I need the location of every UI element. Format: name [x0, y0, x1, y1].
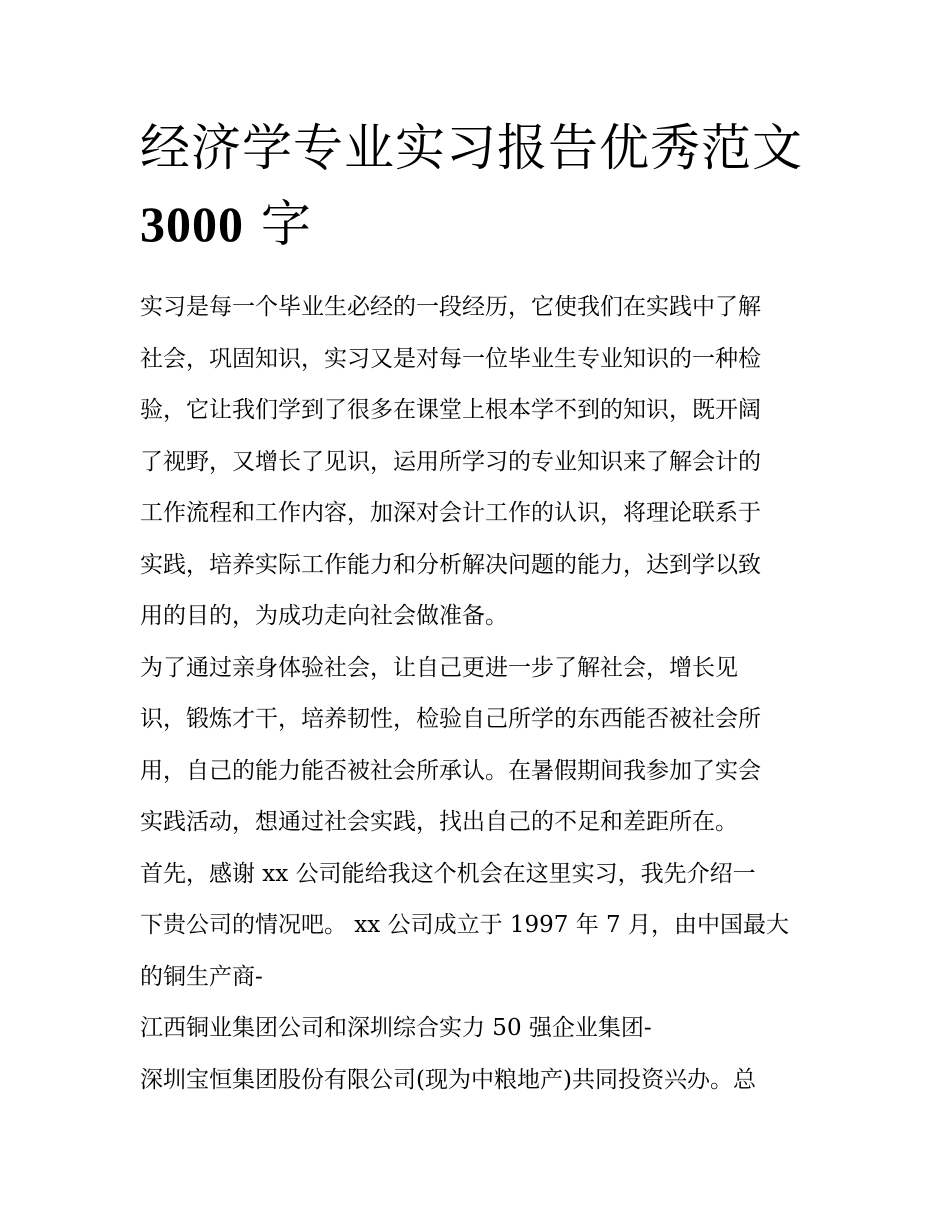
paragraph-4 — [140, 1003, 820, 1055]
paragraph-line: 验，它让我们学到了很多在课堂上根本学不到的知识，既开阔 — [140, 397, 761, 423]
title-suffix: 字 — [244, 195, 312, 253]
paragraph-line: 社会，巩固知识，实习又是对每一位毕业生专业知识的一种检 — [140, 345, 761, 372]
title-line-2 — [140, 186, 820, 262]
paragraph-line: 实践活动，想通过社会实践，找出自己的不足和差距所在。 — [140, 809, 738, 835]
paragraph-line: 下贵公司的情况吧。 xx 公司成立于 1997 年 7 月，由中国最大 — [140, 912, 789, 938]
paragraph-line: 首先，感谢 xx 公司能给我这个机会在这里实习，我先介绍一 — [140, 860, 756, 887]
paragraph-line: 深圳宝恒集团股份有限公司(现为中粮地产)共同投资兴办。总 — [140, 1066, 756, 1093]
paragraph-3 — [140, 849, 820, 1004]
paragraph-line: 工作流程和工作内容，加深对会计工作的认识，将理论联系于 — [140, 500, 761, 526]
document-page — [140, 110, 820, 1106]
paragraph-line: 实践，培养实际工作能力和分析解决问题的能力，达到学以致 — [140, 551, 761, 578]
paragraph-line: 用的目的，为成功走向社会做准备。 — [140, 603, 508, 629]
paragraph-line: 了视野，又增长了见识，运用所学习的专业知识来了解会计的 — [140, 448, 761, 475]
paragraph-line: 江西铜业集团公司和深圳综合实力 50 强企业集团- — [140, 1015, 652, 1041]
document-body — [140, 282, 820, 1106]
paragraph-line: 用，自己的能力能否被社会所承认。在暑假期间我参加了实会 — [140, 757, 761, 784]
paragraph-2 — [140, 643, 820, 849]
paragraph-line: 实习是每一个毕业生必经的一段经历，它使我们在实践中了解 — [140, 294, 761, 320]
paragraph-5 — [140, 1055, 820, 1107]
title-line-1: 经济学专业实习报告优秀范文 — [140, 119, 803, 177]
paragraph-line: 识，锻炼才干，培养韧性，检验自己所学的东西能否被社会所 — [140, 706, 761, 732]
paragraph-line: 的铜生产商- — [140, 963, 263, 990]
paragraph-1 — [140, 282, 820, 643]
paragraph-line: 为了通过亲身体验社会，让自己更进一步了解社会，增长见 — [140, 654, 738, 681]
document-title — [140, 110, 820, 262]
title-number: 3000 — [140, 196, 244, 252]
